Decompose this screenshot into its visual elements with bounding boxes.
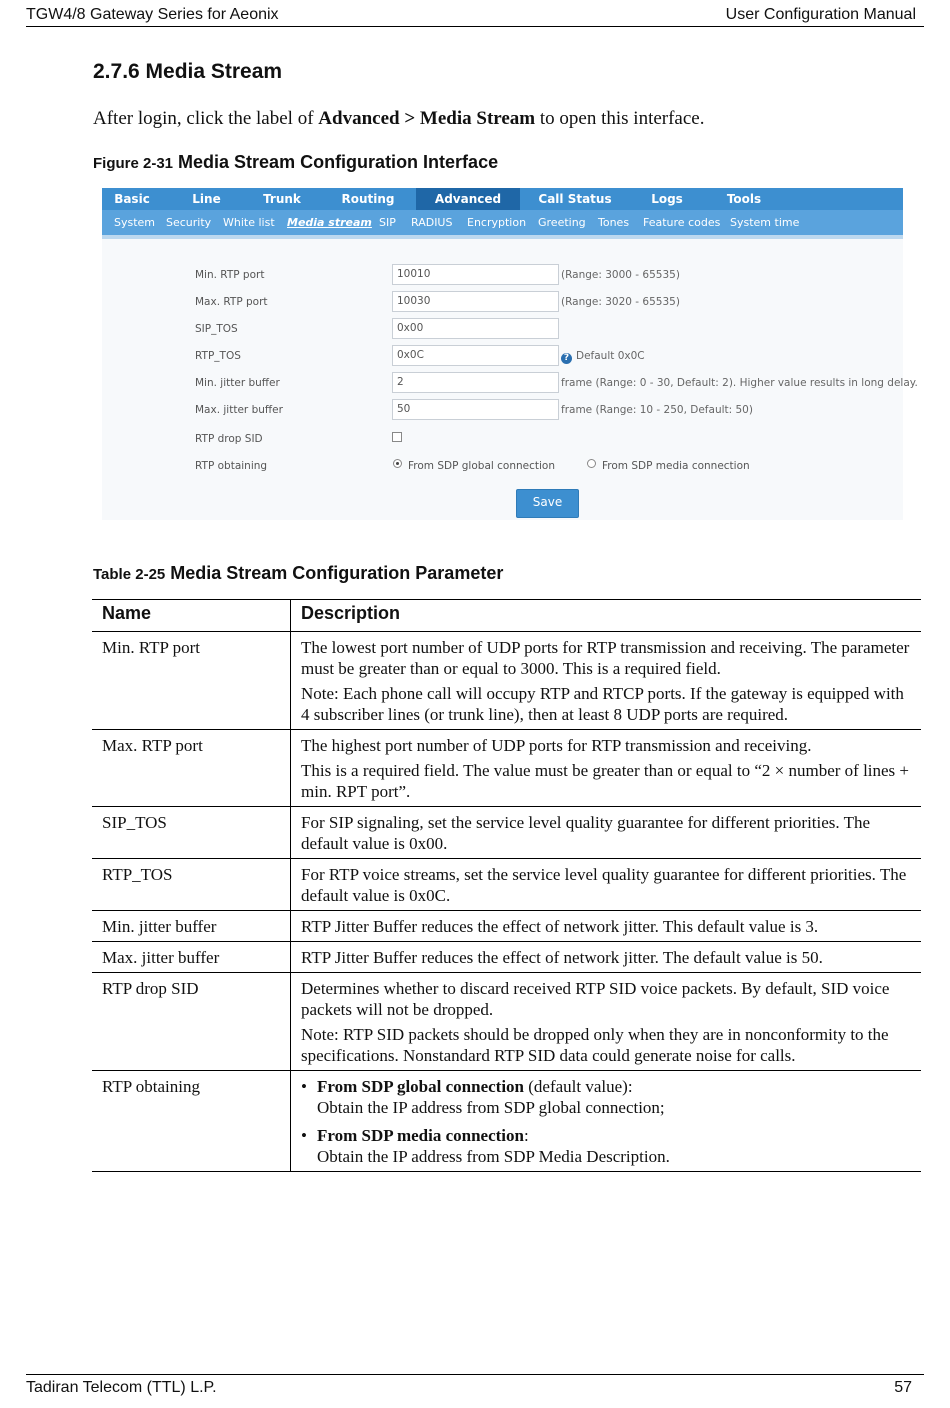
radio-sdp-media-label: From SDP media connection: [602, 460, 750, 472]
param-description: [291, 1071, 922, 1172]
bullet-sdp-media: • From SDP media connection: Obtain the IP address from SDP Media Description.: [301, 1125, 911, 1167]
table-row: [92, 807, 921, 859]
rtp-tos-input[interactable]: 0x0C: [392, 345, 559, 366]
tab-tools[interactable]: Tools: [726, 192, 762, 206]
radio-sdp-global-label: From SDP global connection: [408, 460, 555, 472]
subtab-sip[interactable]: SIP: [379, 216, 396, 229]
param-description: The highest port number of UDP ports for RTP transmission and receiving. This is a required field. The value must be greater than or equal to “2 × number of lines + min. RPT port”.: [291, 730, 922, 807]
table-row: [92, 942, 921, 973]
sip-tos-label: SIP_TOS: [195, 323, 238, 335]
subtab-greeting[interactable]: Greeting: [538, 216, 586, 229]
question-circle-icon[interactable]: ?: [561, 353, 572, 364]
rtp-drop-sid-label: RTP drop SID: [195, 433, 263, 445]
save-button[interactable]: Save: [516, 489, 579, 518]
media-stream-screenshot: [102, 188, 918, 520]
main-tab-bar: [102, 188, 903, 210]
row-rtp-tos: [102, 345, 903, 369]
param-description: RTP Jitter Buffer reduces the effect of network jitter. This default value is 3.: [291, 911, 922, 942]
rtp-tos-label: RTP_TOS: [195, 350, 241, 362]
tab-advanced[interactable]: Advanced: [416, 188, 520, 210]
param-description: RTP Jitter Buffer reduces the effect of network jitter. The default value is 50.: [291, 942, 922, 973]
max-rtp-port-label: Max. RTP port: [195, 296, 268, 308]
page-header: [26, 6, 924, 27]
max-rtp-port-hint: (Range: 3020 - 65535): [561, 296, 680, 308]
tab-logs[interactable]: Logs: [651, 192, 683, 206]
sip-tos-input[interactable]: 0x00: [392, 318, 559, 339]
param-name: Min. jitter buffer: [92, 911, 291, 942]
table-row: [92, 911, 921, 942]
table-header-row: [92, 600, 921, 632]
table-row: [92, 973, 921, 1071]
rtp-obtaining-label: RTP obtaining: [195, 460, 268, 472]
rtp-tos-hint: ? Default 0x0C: [561, 350, 645, 364]
subtab-system-time[interactable]: System time: [730, 216, 800, 229]
table-row: [92, 859, 921, 911]
section-title: 2.7.6 Media Stream: [93, 60, 283, 83]
min-rtp-port-input[interactable]: 10010: [392, 264, 559, 285]
figure-caption: Figure 2-31 Media Stream Configuration Interface: [93, 152, 499, 172]
col-header-description: Description: [291, 600, 922, 632]
page-footer: [26, 1374, 924, 1401]
param-name: RTP obtaining: [92, 1071, 291, 1172]
parameter-table: [92, 599, 921, 1172]
row-min-rtp-port: [102, 264, 903, 288]
intro-paragraph: After login, click the label of Advanced > Media Stream to open this interface.: [93, 108, 705, 129]
param-name: Min. RTP port: [92, 632, 291, 730]
subtab-radius[interactable]: RADIUS: [411, 216, 453, 229]
bullet-sdp-global: • From SDP global connection (default value): Obtain the IP address from SDP global connection;: [301, 1076, 911, 1118]
sub-tab-bar: [102, 210, 903, 239]
param-description: For RTP voice streams, set the service level quality guarantee for different priorities. The default value is 0x0C.: [291, 859, 922, 911]
table-row: [92, 730, 921, 807]
max-jitter-input[interactable]: 50: [392, 399, 559, 420]
param-description: For SIP signaling, set the service level quality guarantee for different priorities. The default value is 0x00.: [291, 807, 922, 859]
subtab-white-list[interactable]: White list: [223, 216, 275, 229]
param-name: SIP_TOS: [92, 807, 291, 859]
row-min-jitter: [102, 372, 918, 396]
footer-company: Tadiran Telecom (TTL) L.P.: [26, 1379, 217, 1396]
subtab-tones[interactable]: Tones: [598, 216, 630, 229]
subtab-media-stream[interactable]: Media stream: [287, 216, 372, 229]
row-rtp-obtaining: [102, 455, 903, 479]
page-number: 57: [894, 1379, 912, 1396]
max-jitter-label: Max. jitter buffer: [195, 404, 283, 416]
max-jitter-hint: frame (Range: 10 - 250, Default: 50): [561, 404, 753, 416]
radio-sdp-media[interactable]: [587, 459, 596, 468]
tab-routing[interactable]: Routing: [341, 192, 395, 206]
tab-call-status[interactable]: Call Status: [538, 192, 612, 206]
subtab-security[interactable]: Security: [166, 216, 212, 229]
subtab-feature-codes[interactable]: Feature codes: [643, 216, 721, 229]
table-row: [92, 632, 921, 730]
subtab-system[interactable]: System: [114, 216, 156, 229]
param-description: Determines whether to discard received RTP SID voice packets. By default, SID voice packets will not be dropped. Note: RTP SID packets should be dropped only when they are in nonconformity to the specifications. Nonstandard RTP SID data could generate noise for calls.: [291, 973, 922, 1071]
min-rtp-port-label: Min. RTP port: [195, 269, 265, 281]
row-sip-tos: [102, 318, 903, 342]
param-name: RTP drop SID: [92, 973, 291, 1071]
radio-sdp-global[interactable]: [393, 459, 402, 468]
param-name: Max. jitter buffer: [92, 942, 291, 973]
tab-line[interactable]: Line: [192, 192, 221, 206]
tab-trunk[interactable]: Trunk: [263, 192, 301, 206]
param-name: RTP_TOS: [92, 859, 291, 911]
rtp-drop-sid-checkbox[interactable]: [392, 432, 402, 442]
table-caption: Table 2-25 Media Stream Configuration Parameter: [93, 563, 504, 583]
min-jitter-hint: frame (Range: 0 - 30, Default: 2). Higher value results in long delay.: [561, 377, 918, 389]
row-max-jitter: [102, 399, 903, 423]
param-name: Max. RTP port: [92, 730, 291, 807]
min-rtp-port-hint: (Range: 3000 - 65535): [561, 269, 680, 281]
table-row: [92, 1071, 921, 1172]
min-jitter-input[interactable]: 2: [392, 372, 559, 393]
col-header-name: Name: [92, 600, 291, 632]
row-max-rtp-port: [102, 291, 903, 315]
header-manual-title: User Configuration Manual: [725, 6, 916, 23]
header-doc-title: TGW4/8 Gateway Series for Aeonix: [26, 6, 279, 23]
param-description: The lowest port number of UDP ports for RTP transmission and receiving. The parameter must be greater than or equal to 3000. This is a required field. Note: Each phone call will occupy RTP and RTCP ports. If the gateway is equipped with 4 subscriber lines (or trunk line), then at least 8 UDP ports are required.: [291, 632, 922, 730]
subtab-encryption[interactable]: Encryption: [467, 216, 527, 229]
tab-basic[interactable]: Basic: [114, 192, 150, 206]
min-jitter-label: Min. jitter buffer: [195, 377, 280, 389]
max-rtp-port-input[interactable]: 10030: [392, 291, 559, 312]
row-rtp-drop-sid: [102, 428, 903, 452]
